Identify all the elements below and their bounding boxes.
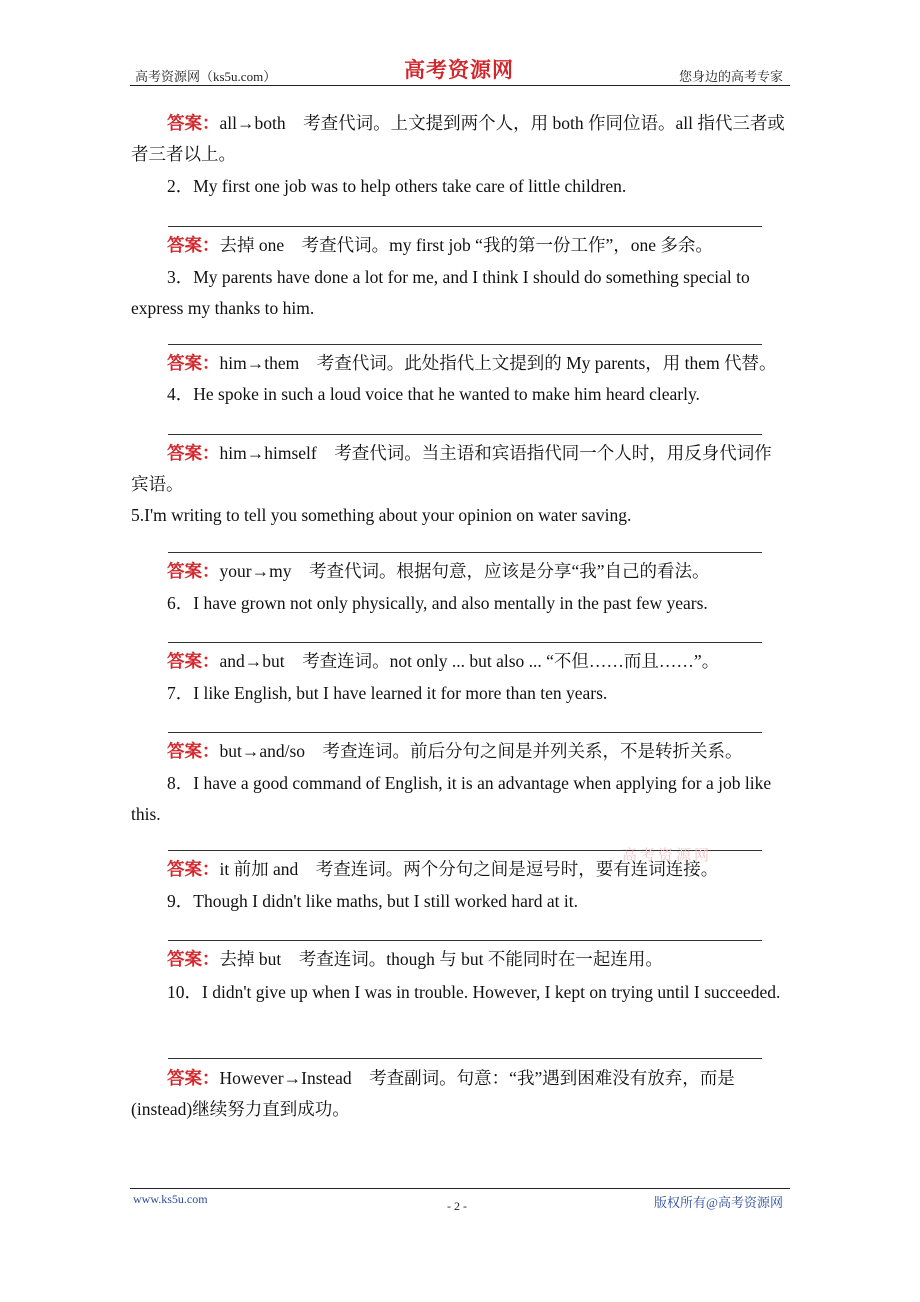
answer-label: 答案： — [167, 113, 220, 133]
question-4: 4．He spoke in such a loud voice that he wanted to make him heard clearly. — [167, 384, 700, 404]
header-logo: 高考资源网 — [404, 57, 514, 82]
answer-text: him→them 考查代词。此处指代上文提到的 My parents，用 them 代替。 — [219, 353, 777, 373]
page-number: - 2 - — [447, 1199, 467, 1213]
footer-copyright: 版权所有@高考资源网 — [654, 1195, 783, 1210]
answer-2 — [131, 230, 789, 261]
answer-3 — [131, 348, 789, 379]
answer-label: 答案： — [167, 949, 220, 969]
answer-text: your→my 考查代词。根据句意，应该是分享“我”自己的看法。 — [219, 561, 710, 581]
answer-label: 答案： — [167, 651, 220, 671]
answer-9 — [131, 944, 789, 975]
question-10: 10．I didn't give up when I was in trouble. However, I kept on trying until I succeeded. — [167, 982, 781, 1002]
header-rule — [130, 85, 790, 86]
answer-7 — [131, 736, 789, 767]
answer-text: 去掉 one 考查代词。my first job “我的第一份工作”，one 多余。 — [219, 235, 713, 255]
answer-5 — [131, 556, 789, 587]
answer-label: 答案： — [167, 561, 220, 581]
question-9: 9．Though I didn't like maths, but I still worked hard at it. — [167, 891, 578, 911]
answer-label: 答案： — [167, 1068, 220, 1088]
header-left: 高考资源网（ks5u.com） — [135, 69, 277, 84]
answer-label: 答案： — [167, 353, 220, 373]
answer-blank-10 — [168, 1058, 762, 1059]
question-5: 5.I'm writing to tell you something about your opinion on water saving. — [131, 505, 632, 525]
question-7: 7．I like English, but I have learned it for more than ten years. — [167, 683, 608, 703]
answer-blank-7 — [168, 732, 762, 733]
header-right: 您身边的高考专家 — [678, 69, 783, 84]
answer-label: 答案： — [167, 741, 220, 761]
answer-text: but→and/so 考查连词。前后分句之间是并列关系，不是转折关系。 — [219, 741, 743, 761]
answer-text: 去掉 but 考查连词。though 与 but 不能同时在一起连用。 — [219, 949, 663, 969]
answer-label: 答案： — [167, 859, 220, 879]
answer-4 — [131, 438, 789, 500]
question-8: 8．I have a good command of English, it is an advantage when applying for a job like this. — [131, 773, 772, 824]
answer-text: However→Instead 考查副词。句意：“我”遇到困难没有放弃，而是(instead)继续努力直到成功。 — [131, 1068, 735, 1119]
answer-blank-9 — [168, 940, 762, 941]
question-2: 2．My first one job was to help others take care of little children. — [167, 176, 627, 196]
answer-label: 答案： — [167, 443, 220, 463]
answer-1 — [131, 108, 789, 170]
answer-text: all→both 考查代词。上文提到两个人，用 both 作同位语。all 指代三者或者三者以上。 — [131, 113, 785, 164]
footer-rule — [130, 1188, 790, 1189]
watermark: 高考资源网 — [622, 846, 713, 864]
answer-text: it 前加 and 考查连词。两个分句之间是逗号时，要有连词连接。 — [219, 859, 719, 879]
question-6: 6．I have grown not only physically, and also mentally in the past few years. — [167, 593, 708, 613]
answer-blank-5 — [168, 552, 762, 553]
answer-text: and→but 考查连词。not only ... but also ... “不但……而且……”。 — [219, 651, 720, 671]
answer-10 — [131, 1063, 789, 1125]
answer-blank-2 — [168, 226, 762, 227]
answer-label: 答案： — [167, 235, 220, 255]
answer-6 — [131, 646, 789, 677]
answer-blank-6 — [168, 642, 762, 643]
answer-text: him→himself 考查代词。当主语和宾语指代同一个人时，用反身代词作宾语。 — [131, 443, 772, 494]
question-3: 3．My parents have done a lot for me, and I think I should do something special to express my thanks to him. — [131, 267, 750, 318]
footer-url[interactable]: www.ks5u.com — [133, 1192, 208, 1206]
answer-blank-3 — [168, 344, 762, 345]
answer-blank-4 — [168, 434, 762, 435]
